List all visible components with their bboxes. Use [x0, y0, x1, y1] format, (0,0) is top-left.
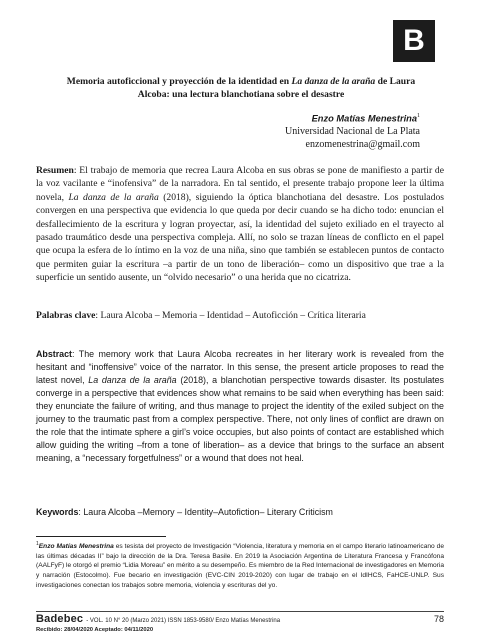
abstract-text-1: : The memory work that Laura Alcoba recreates in her literary work is revealed from the hesitant and “inoffensive” voice of the narrator. In this sense, the present article proposes to read the latest novel, [36, 349, 444, 385]
author-block [285, 110, 420, 151]
resumen-italic: La danza de la araña [68, 191, 159, 203]
keywords-paragraph [36, 506, 444, 519]
footer-separator [36, 611, 444, 612]
footnote-author-name: Enzo Matías Menestrina [38, 543, 114, 551]
journal-logo [393, 20, 435, 62]
footnote [36, 540, 444, 590]
keywords-text: : Laura Alcoba –Memory – Identity–Autofiction– Literary Criticism [78, 507, 333, 517]
author-email: enzomenestrina@gmail.com [305, 139, 420, 151]
footnote-mark: 1 [36, 541, 39, 547]
logo-letter: B [403, 24, 425, 57]
abstract-paragraph [36, 348, 444, 465]
author-name: Enzo Matías Menestrina [311, 113, 417, 124]
abstract-italic: La danza de la araña [88, 375, 177, 385]
author-affiliation: Universidad Nacional de La Plata [285, 126, 420, 138]
article-title [60, 76, 422, 101]
footnote-text: es tesista del proyecto de Investigación “Violencia, literatura y memoria en el campo literario latinoamericano de las últimas décadas II” bajo la dirección de la Dra. Teresa Basile. En 2019 la Asociación Argentina de Literatura Francesa y Francófona (AALFyF) le otorgó el premio “Lidia Moreau” en mérito a su desempeño. Es miembro de la Red Internacional de investigadores en Memoria y narración (Estocolmo). Fue becario en investigación (EVC-CIN 2019-2020) con lugar de trabajo en el IdIHCS, FaHCE-UNLP. Sus investigaciones conectan los trabajos sobre memoria, violencia y escrituras del yo. [36, 543, 444, 589]
received-accepted-dates: Recibido: 28/04/2020 Aceptado: 04/11/2020 [36, 627, 154, 633]
resumen-text-2: (2018), siguiendo la óptica blanchotiana del desastre. Los postulados convergen en una perspectiva que evidencia lo que queda por decir cuando se ha dicho todo: enuncian el desfallecimiento de la escritura y logran proyectar, así, la identidad del sujeto exiliado en el trayecto al pasado traumático desde una perspectiva compleja. Allí, no solo se trazan líneas de conflicto en el papel que ocupa la esfera de lo íntimo en la voz de una niña, sino que también se establecen puntos de contacto que permiten guiar la escritura –a partir de un tono de liberación– como un dispositivo que trae a la superficie un sentido ausente, un “olvido necesario” o una herida que no cicatriza. [36, 191, 444, 284]
title-text-2: de Laura Alcoba: una lectura blanchotiana sobre el desastre [137, 76, 416, 100]
author-footnote-mark: 1 [417, 113, 420, 119]
page-footer [36, 613, 444, 626]
journal-name: Badebec [36, 613, 84, 625]
abstract-text-2: (2018), a blanchotian perspective towards disaster. Its postulates converge in a perspective that evidences show what remains to be said when everything has been said: they enunciate the failure of writing, and thus manage to project the identity of the exiled subject on the journey to the traumatic past from a complex perspective. There, not only lines of conflict are drawn on the role that the intimate sphere a girl’s voice occupies, but also points of contact are established which allow guiding the writing –from a tone of liberation– as a device that brings to the surface an absent meaning, a “necessary forgetfulness” or a wound that does not heal. [36, 375, 444, 463]
resumen-text-1: : El trabajo de memoria que recrea Laura Alcoba en sus obras se pone de manifiesto a partir de la voz vacilante e “inofensiva” de la narradora. En tal sentido, el presente trabajo propone leer la última novela, [36, 165, 444, 203]
footnote-separator [36, 536, 166, 537]
palabras-clave-label: Palabras clave [36, 310, 96, 321]
page-number: 78 [433, 614, 444, 624]
palabras-clave-text: : Laura Alcoba – Memoria – Identidad – Autoficción – Crítica literaria [95, 310, 366, 321]
palabras-clave-paragraph [36, 309, 444, 322]
keywords-label: Keywords [36, 507, 79, 517]
resumen-label: Resumen [36, 165, 74, 176]
title-italic: La danza de la araña [291, 76, 376, 87]
journal-info: - VOL. 10 N° 20 (Marzo 2021) ISSN 1853-9580/ Enzo Matías Menestrina [86, 618, 281, 624]
abstract-label: Abstract [36, 349, 73, 359]
resumen-paragraph [36, 164, 444, 285]
title-text-1: Memoria autoficcional y proyección de la identidad en [66, 76, 292, 87]
